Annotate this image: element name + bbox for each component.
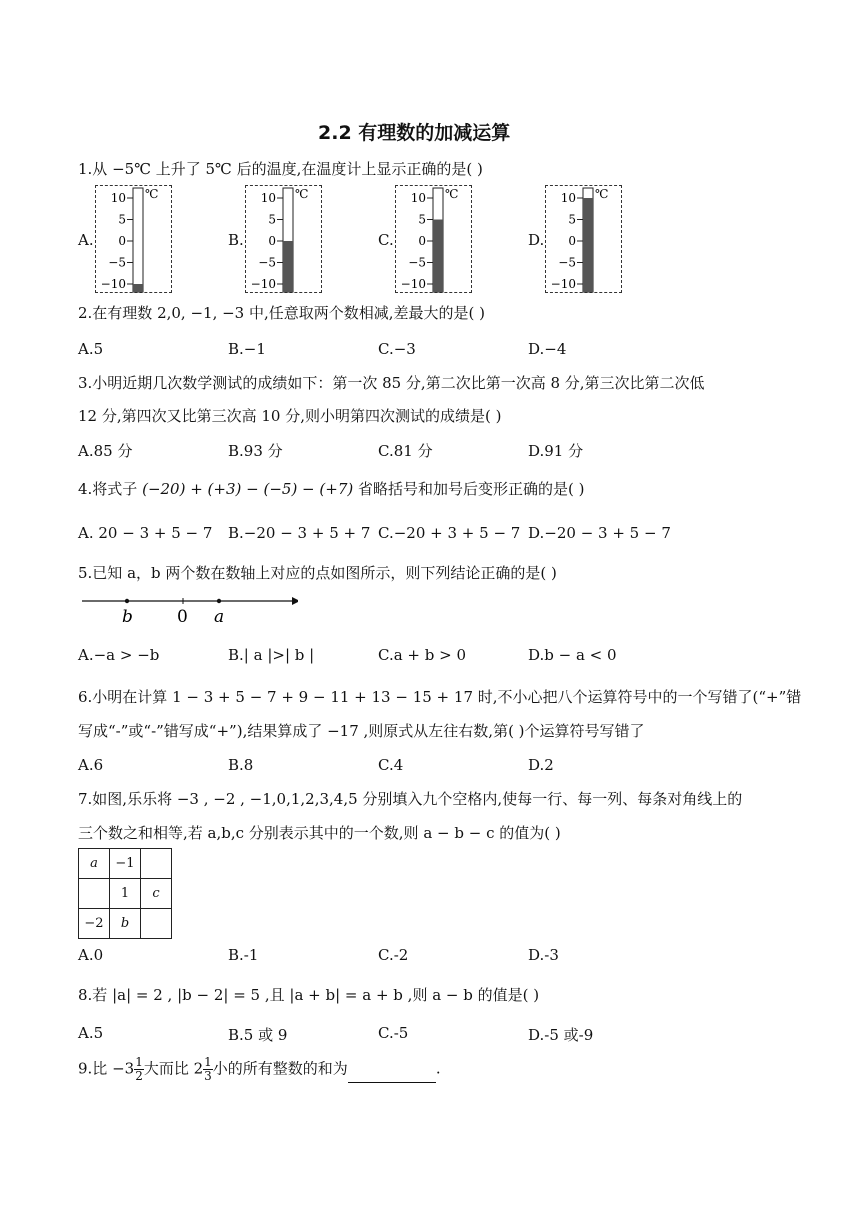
question-7-stem-line-2: 三个数之和相等,若 a,b,c 分别表示其中的一个数,则 a − b − c 的值为( ) — [78, 824, 561, 842]
question-4-option-d[interactable]: D.−20 − 3 + 5 − 7 — [528, 524, 671, 542]
question-3-stem-line-2: 12 分,第四次又比第三次高 10 分,则小明第四次测试的成绩是( ) — [78, 407, 502, 425]
scale-label: 0 — [568, 234, 576, 248]
question-2-option-c[interactable]: C.−3 — [378, 340, 416, 358]
question-2-option-d[interactable]: D.−4 — [528, 340, 567, 358]
question-5-number-line — [78, 592, 298, 628]
question-1-option-c[interactable]: C. — [378, 231, 394, 249]
question-8-option-b[interactable]: B.5 或 9 — [228, 1026, 288, 1044]
question-6-option-b[interactable]: B.8 — [228, 756, 254, 774]
unit-label: ℃ — [595, 187, 609, 201]
grid-cell: a — [79, 849, 110, 879]
question-6-option-a[interactable]: A.6 — [78, 756, 104, 774]
question-4-expression: (−20) + (+3) − (−5) − (+7) — [142, 480, 354, 498]
question-4-prefix: 4.将式子 — [78, 480, 138, 498]
scale-label: 10 — [560, 191, 576, 205]
question-3-stem-line-1: 3.小明近期几次数学测试的成绩如下：第一次 85 分,第二次比第一次高 8 分,第三次比第二次低 — [78, 374, 705, 392]
scale-label: 5 — [568, 212, 576, 227]
question-3-option-b[interactable]: B.93 分 — [228, 442, 283, 460]
magic-square-grid — [78, 848, 172, 939]
answer-blank[interactable] — [348, 1068, 436, 1083]
question-8-option-c[interactable]: C.-5 — [378, 1024, 409, 1042]
thermometer-tube — [133, 188, 143, 292]
grid-cell: −2 — [79, 909, 110, 939]
scale-label: −5 — [558, 255, 576, 270]
fraction-one-third: $\frac{1}{3}$ — [204, 1055, 212, 1083]
question-6-option-d[interactable]: D.2 — [528, 756, 554, 774]
question-3-option-c[interactable]: C.81 分 — [378, 442, 433, 460]
mercury-column — [433, 220, 443, 293]
question-7-option-b[interactable]: B.-1 — [228, 946, 259, 964]
question-1-stem: 1.从 −5℃ 上升了 5℃ 后的温度,在温度计上显示正确的是( ) — [78, 160, 483, 178]
unit-label: ℃ — [445, 187, 459, 201]
scale-label: 0 — [268, 234, 276, 248]
scale-label: 5 — [418, 212, 426, 227]
scale-label: −10 — [100, 277, 126, 291]
scale-label: 10 — [410, 191, 426, 205]
thermometer-figure — [95, 185, 172, 293]
question-4-option-b[interactable]: B.−20 − 3 + 5 + 7 — [228, 524, 371, 542]
scale-label: 10 — [260, 191, 276, 205]
unit-label: ℃ — [295, 187, 309, 201]
question-4-suffix: 省略括号和加号后变形正确的是( ) — [358, 480, 585, 498]
question-2-stem: 2.在有理数 2,0, −1, −3 中,任意取两个数相减,差最大的是( ) — [78, 304, 486, 322]
question-1-option-b[interactable]: B. — [228, 231, 244, 249]
label-origin: 0 — [177, 607, 188, 627]
grid-cell: −1 — [110, 849, 141, 879]
question-5-option-a[interactable]: A.−a > −b — [78, 646, 160, 664]
question-3-option-a[interactable]: A.85 分 — [78, 442, 133, 460]
question-6-stem-line-1: 6.小明在计算 1 − 3 + 5 − 7 + 9 − 11 + 13 − 15 + 17 时,不小心把八个运算符号中的一个写错了(“+”错 — [78, 688, 802, 706]
scale-label: 5 — [118, 212, 126, 227]
question-5-option-b[interactable]: B.| a |>| b | — [228, 646, 315, 664]
point-b — [125, 599, 129, 603]
scale-label: −10 — [550, 277, 576, 291]
number-line-arrow — [292, 597, 298, 605]
question-7-option-d[interactable]: D.-3 — [528, 946, 559, 964]
grid-cell: b — [110, 909, 141, 939]
question-2-option-b[interactable]: B.−1 — [228, 340, 266, 358]
unit-label: ℃ — [145, 187, 159, 201]
scale-label: 5 — [268, 212, 276, 227]
question-8-option-d[interactable]: D.-5 或-9 — [528, 1026, 594, 1044]
question-6-option-c[interactable]: C.4 — [378, 756, 404, 774]
thermometer-figure — [395, 185, 472, 293]
scale-label: 0 — [418, 234, 426, 248]
grid-cell — [79, 879, 110, 909]
grid-cell: c — [141, 879, 172, 909]
question-4-stem — [78, 478, 584, 499]
question-9-prefix: 9.比 −3 — [78, 1059, 135, 1078]
scale-label: −5 — [108, 255, 126, 270]
scale-label: 0 — [118, 234, 126, 248]
scale-label: −5 — [258, 255, 276, 270]
question-1-option-a[interactable]: A. — [78, 231, 94, 249]
question-5-stem: 5.已知 a，b 两个数在数轴上对应的点如图所示，则下列结论正确的是( ) — [78, 564, 557, 582]
fraction-one-half: $\frac{1}{2}$ — [135, 1055, 143, 1083]
question-8-option-a[interactable]: A.5 — [78, 1024, 104, 1042]
question-9-stem: 9.比 −3 $\frac{1}{2}$ 大而比 2 $\frac{1}{3}$ 小的所有整数的和为 . — [78, 1055, 441, 1083]
question-9-middle: 大而比 2 — [143, 1059, 204, 1078]
thermometer-figure — [245, 185, 322, 293]
mercury-column — [133, 284, 143, 292]
scale-label: 10 — [110, 191, 126, 205]
scale-label: −5 — [408, 255, 426, 270]
grid-cell — [141, 849, 172, 879]
thermometer-figure — [545, 185, 622, 293]
question-9-suffix: 小的所有整数的和为 — [212, 1059, 348, 1078]
question-7-option-a[interactable]: A.0 — [78, 946, 104, 964]
label-a: a — [214, 607, 225, 627]
label-b: b — [122, 607, 133, 627]
question-1-option-d[interactable]: D. — [528, 231, 545, 249]
question-7-option-c[interactable]: C.-2 — [378, 946, 409, 964]
question-2-option-a[interactable]: A.5 — [78, 340, 104, 358]
mercury-column — [283, 241, 293, 292]
grid-cell: 1 — [110, 879, 141, 909]
question-4-option-c[interactable]: C.−20 + 3 + 5 − 7 — [378, 524, 521, 542]
question-7-stem-line-1: 7.如图,乐乐将 −3 , −2 , −1,0,1,2,3,4,5 分别填入九个空格内,使每一行、每一列、每条对角线上的 — [78, 790, 743, 808]
scale-label: −10 — [400, 277, 426, 291]
question-4-option-a[interactable]: A. 20 − 3 + 5 − 7 — [78, 524, 213, 542]
point-a — [217, 599, 221, 603]
page-title: 2.2 有理数的加减运算 — [318, 122, 511, 144]
question-6-stem-line-2: 写成“-”或“-”错写成“+”),结果算成了 −17 ,则原式从左往右数,第( )个运算符号写错了 — [78, 722, 645, 740]
question-8-stem: 8.若 |a| = 2 , |b − 2| = 5 ,且 |a + b| = a + b ,则 a − b 的值是( ) — [78, 986, 540, 1004]
mercury-column — [583, 198, 593, 292]
scale-label: −10 — [250, 277, 276, 291]
question-3-option-d[interactable]: D.91 分 — [528, 442, 584, 460]
question-5-option-c[interactable]: C.a + b > 0 — [378, 646, 467, 664]
question-5-option-d[interactable]: D.b − a < 0 — [528, 646, 617, 664]
grid-cell — [141, 909, 172, 939]
